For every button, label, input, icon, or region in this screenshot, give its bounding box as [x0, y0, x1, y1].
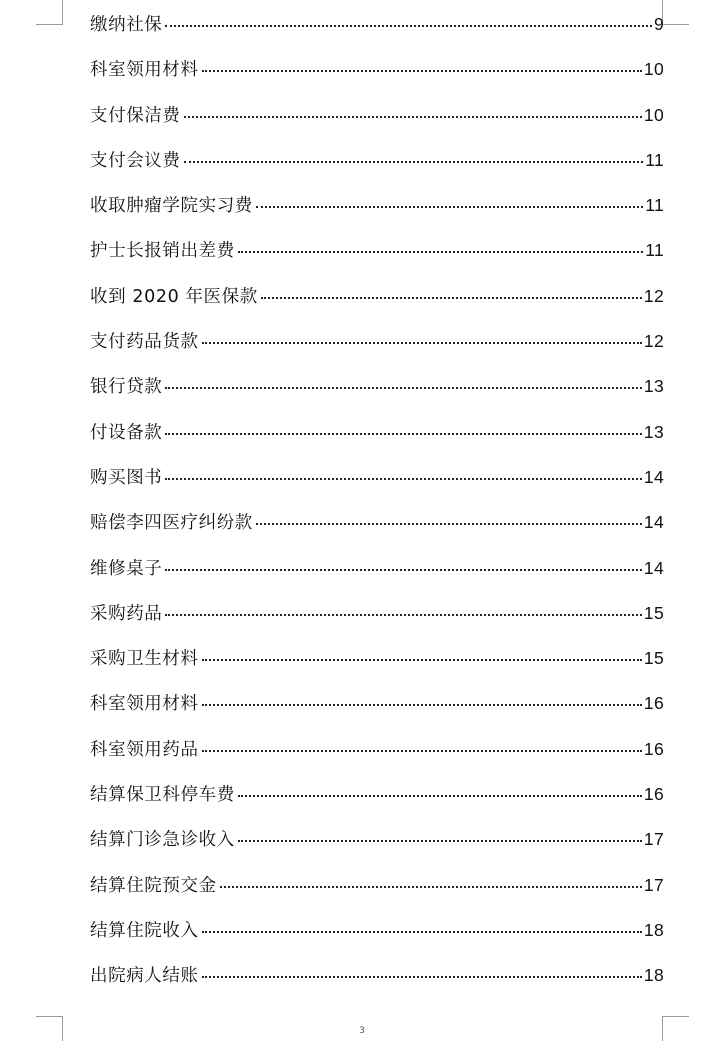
toc-entry[interactable]	[90, 146, 664, 191]
toc-entry-page-number: 11	[645, 149, 664, 170]
toc-entry[interactable]	[90, 10, 664, 55]
toc-entry[interactable]	[90, 871, 664, 916]
toc-dot-leader	[256, 523, 642, 525]
toc-dot-leader	[165, 614, 642, 616]
toc-entry-title: 科室领用材料	[90, 60, 199, 81]
page-corner-mark-top-left	[36, 0, 63, 25]
toc-dot-leader	[202, 342, 642, 344]
toc-entry-title: 科室领用药品	[90, 739, 199, 760]
toc-entry[interactable]	[90, 282, 664, 327]
toc-entry[interactable]	[90, 599, 664, 644]
toc-dot-leader	[238, 840, 642, 842]
toc-entry[interactable]	[90, 372, 664, 417]
toc-entry[interactable]	[90, 825, 664, 870]
toc-dot-leader	[184, 116, 642, 118]
toc-entry[interactable]	[90, 961, 664, 1006]
toc-dot-leader	[238, 795, 642, 797]
toc-entry-title: 购买图书	[90, 467, 163, 488]
toc-entry[interactable]	[90, 418, 664, 463]
toc-entry-page-number: 10	[643, 59, 664, 80]
toc-entry-title: 支付会议费	[90, 150, 181, 171]
toc-entry[interactable]	[90, 55, 664, 100]
toc-entry-page-number: 15	[643, 648, 664, 669]
toc-entry-title: 缴纳社保	[90, 15, 163, 35]
toc-entry-title: 结算保卫科停车费	[90, 785, 235, 806]
toc-entry[interactable]	[90, 327, 664, 372]
toc-entry[interactable]	[90, 191, 664, 236]
toc-entry-title: 护士长报销出差费	[90, 241, 235, 262]
toc-dot-leader	[184, 161, 644, 163]
toc-entry-title: 付设备款	[90, 422, 163, 443]
toc-entry-title: 收取肿瘤学院实习费	[90, 196, 253, 217]
toc-entry[interactable]	[90, 644, 664, 689]
toc-entry-page-number: 12	[643, 331, 664, 352]
toc-dot-leader	[165, 478, 642, 480]
toc-entry-page-number: 18	[643, 919, 664, 940]
toc-dot-leader	[202, 659, 642, 661]
toc-entry[interactable]	[90, 916, 664, 961]
toc-entry-page-number: 18	[643, 965, 664, 986]
toc-entry-page-number: 10	[643, 104, 664, 125]
toc-entry-title: 支付保洁费	[90, 105, 181, 126]
toc-entry-title: 科室领用材料	[90, 694, 199, 715]
toc-entry[interactable]	[90, 689, 664, 734]
toc-entry-title: 支付药品货款	[90, 332, 199, 353]
toc-dot-leader	[165, 25, 652, 27]
toc-dot-leader	[165, 569, 642, 571]
toc-entry-title: 维修桌子	[90, 558, 163, 579]
toc-entry-page-number: 11	[645, 240, 664, 261]
toc-dot-leader	[202, 70, 642, 72]
toc-entry-title: 结算住院预交金	[90, 875, 217, 896]
toc-entry-title: 银行贷款	[90, 377, 163, 398]
toc-dot-leader	[202, 976, 642, 978]
toc-dot-leader	[202, 931, 642, 933]
toc-dot-leader	[202, 704, 642, 706]
toc-entry-page-number: 9	[653, 14, 664, 34]
toc-entry-title: 采购卫生材料	[90, 649, 199, 670]
toc-entry-title: 出院病人结账	[90, 966, 199, 987]
toc-dot-leader	[202, 750, 642, 752]
toc-dot-leader	[165, 387, 642, 389]
toc-entry[interactable]	[90, 780, 664, 825]
toc-entry-page-number: 14	[643, 512, 664, 533]
toc-entry-page-number: 14	[643, 466, 664, 487]
toc-entry[interactable]	[90, 554, 664, 599]
toc-entry[interactable]	[90, 236, 664, 281]
toc-entry-page-number: 16	[643, 784, 664, 805]
toc-entry-page-number: 13	[643, 376, 664, 397]
toc-dot-leader	[261, 297, 642, 299]
toc-entry[interactable]	[90, 735, 664, 780]
toc-entry-page-number: 12	[643, 285, 664, 306]
toc-entry-title: 结算门诊急诊收入	[90, 830, 235, 851]
toc-entry-title: 采购药品	[90, 603, 163, 624]
toc-entry-page-number: 17	[643, 874, 664, 895]
toc-entry[interactable]	[90, 508, 664, 553]
toc-entry-page-number: 16	[643, 693, 664, 714]
toc-dot-leader	[165, 433, 642, 435]
toc-dot-leader	[256, 206, 643, 208]
toc-entry-page-number: 15	[643, 602, 664, 623]
toc-entry-page-number: 16	[643, 738, 664, 759]
toc-entry-page-number: 14	[643, 557, 664, 578]
toc-dot-leader	[238, 251, 643, 253]
toc-entry-title: 收到 2020 年医保款	[90, 286, 258, 307]
toc-entry-page-number: 11	[645, 195, 664, 216]
page-number: 3	[359, 1026, 365, 1036]
toc-entry[interactable]	[90, 463, 664, 508]
toc-dot-leader	[220, 886, 642, 888]
page-corner-mark-top-right	[662, 0, 689, 25]
toc-entry-title: 结算住院收入	[90, 920, 199, 941]
toc-entry-page-number: 17	[643, 829, 664, 850]
toc-entry[interactable]	[90, 101, 664, 146]
toc-entry-title: 赔偿李四医疗纠纷款	[90, 513, 253, 534]
toc-entry-page-number: 13	[643, 421, 664, 442]
table-of-contents	[90, 10, 664, 1007]
